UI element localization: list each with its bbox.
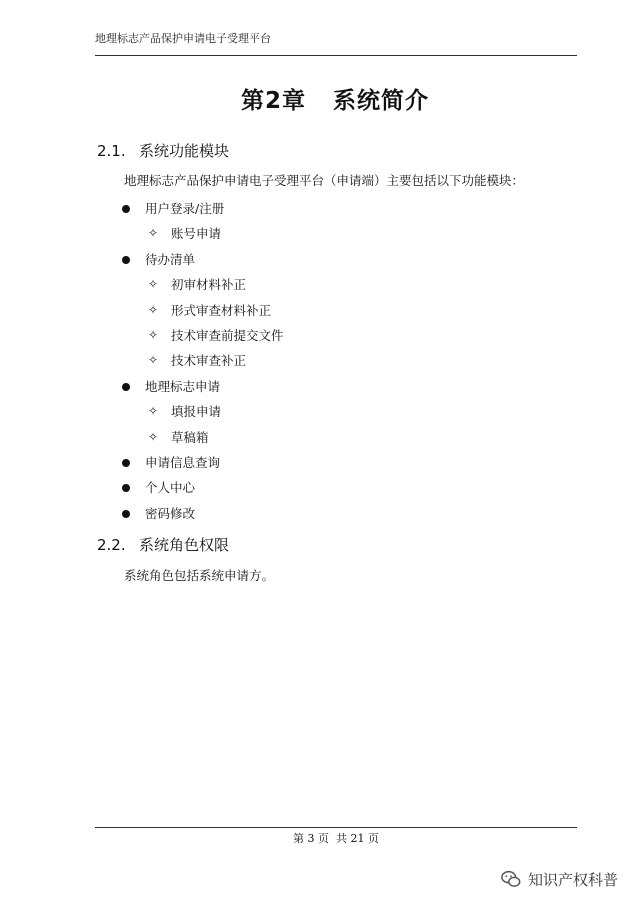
section-heading-2-2	[97, 534, 229, 555]
module-item-gi-application: 地理标志申请	[118, 374, 284, 399]
submodule-item: ✧ 技术审查补正	[118, 348, 284, 373]
diamond-bullet-icon: ✧	[148, 353, 159, 368]
module-list	[118, 196, 284, 526]
module-item-login: 用户登录/注册	[118, 196, 284, 221]
wechat-icon	[500, 868, 522, 890]
footer-rule	[95, 827, 577, 828]
diamond-bullet-icon: ✧	[148, 327, 159, 342]
submodule-item: ✧ 技术审查前提交文件	[118, 323, 284, 348]
section-number: 2.2.	[97, 536, 126, 554]
chapter-name: 系统简介	[333, 88, 430, 114]
module-item-personal-center: 个人中心	[118, 475, 284, 500]
section-heading-2-1	[97, 140, 229, 161]
diamond-bullet-icon: ✧	[148, 404, 159, 419]
bullet-icon	[122, 205, 130, 213]
bullet-icon	[122, 256, 130, 264]
roles-paragraph: 系统角色包括系统申请方。	[124, 568, 275, 583]
intro-paragraph: 地理标志产品保护申请电子受理平台（申请端）主要包括以下功能模块：	[124, 173, 525, 188]
watermark	[500, 868, 618, 890]
submodule-item: ✧ 草稿箱	[118, 425, 284, 450]
module-item-query: 申请信息查询	[118, 450, 284, 475]
submodule-item: ✧ 初审材料补正	[118, 272, 284, 297]
header-rule	[95, 55, 577, 56]
diamond-bullet-icon: ✧	[148, 277, 159, 292]
page-header: 地理标志产品保护申请电子受理平台	[95, 32, 271, 45]
module-item-todo: 待办清单	[118, 247, 284, 272]
watermark-text: 知识产权科普	[528, 870, 619, 889]
submodule-item: ✧ 形式审查材料补正	[118, 298, 284, 323]
diamond-bullet-icon: ✧	[148, 429, 159, 444]
page-footer: 第 3 页 共 21 页	[293, 832, 379, 845]
diamond-bullet-icon: ✧	[148, 302, 159, 317]
submodule-item: ✧ 填报申请	[118, 399, 284, 424]
section-number: 2.1.	[97, 142, 126, 160]
section-title: 系统角色权限	[139, 536, 230, 554]
bullet-icon	[122, 484, 130, 492]
chapter-number: 第2章	[240, 88, 306, 114]
submodule-item: ✧ 账号申请	[118, 221, 284, 246]
bullet-icon	[122, 459, 130, 467]
module-item-password: 密码修改	[118, 501, 284, 526]
section-title: 系统功能模块	[139, 142, 230, 160]
chapter-title	[0, 82, 640, 115]
bullet-icon	[122, 383, 130, 391]
bullet-icon	[122, 510, 130, 518]
diamond-bullet-icon: ✧	[148, 226, 159, 241]
